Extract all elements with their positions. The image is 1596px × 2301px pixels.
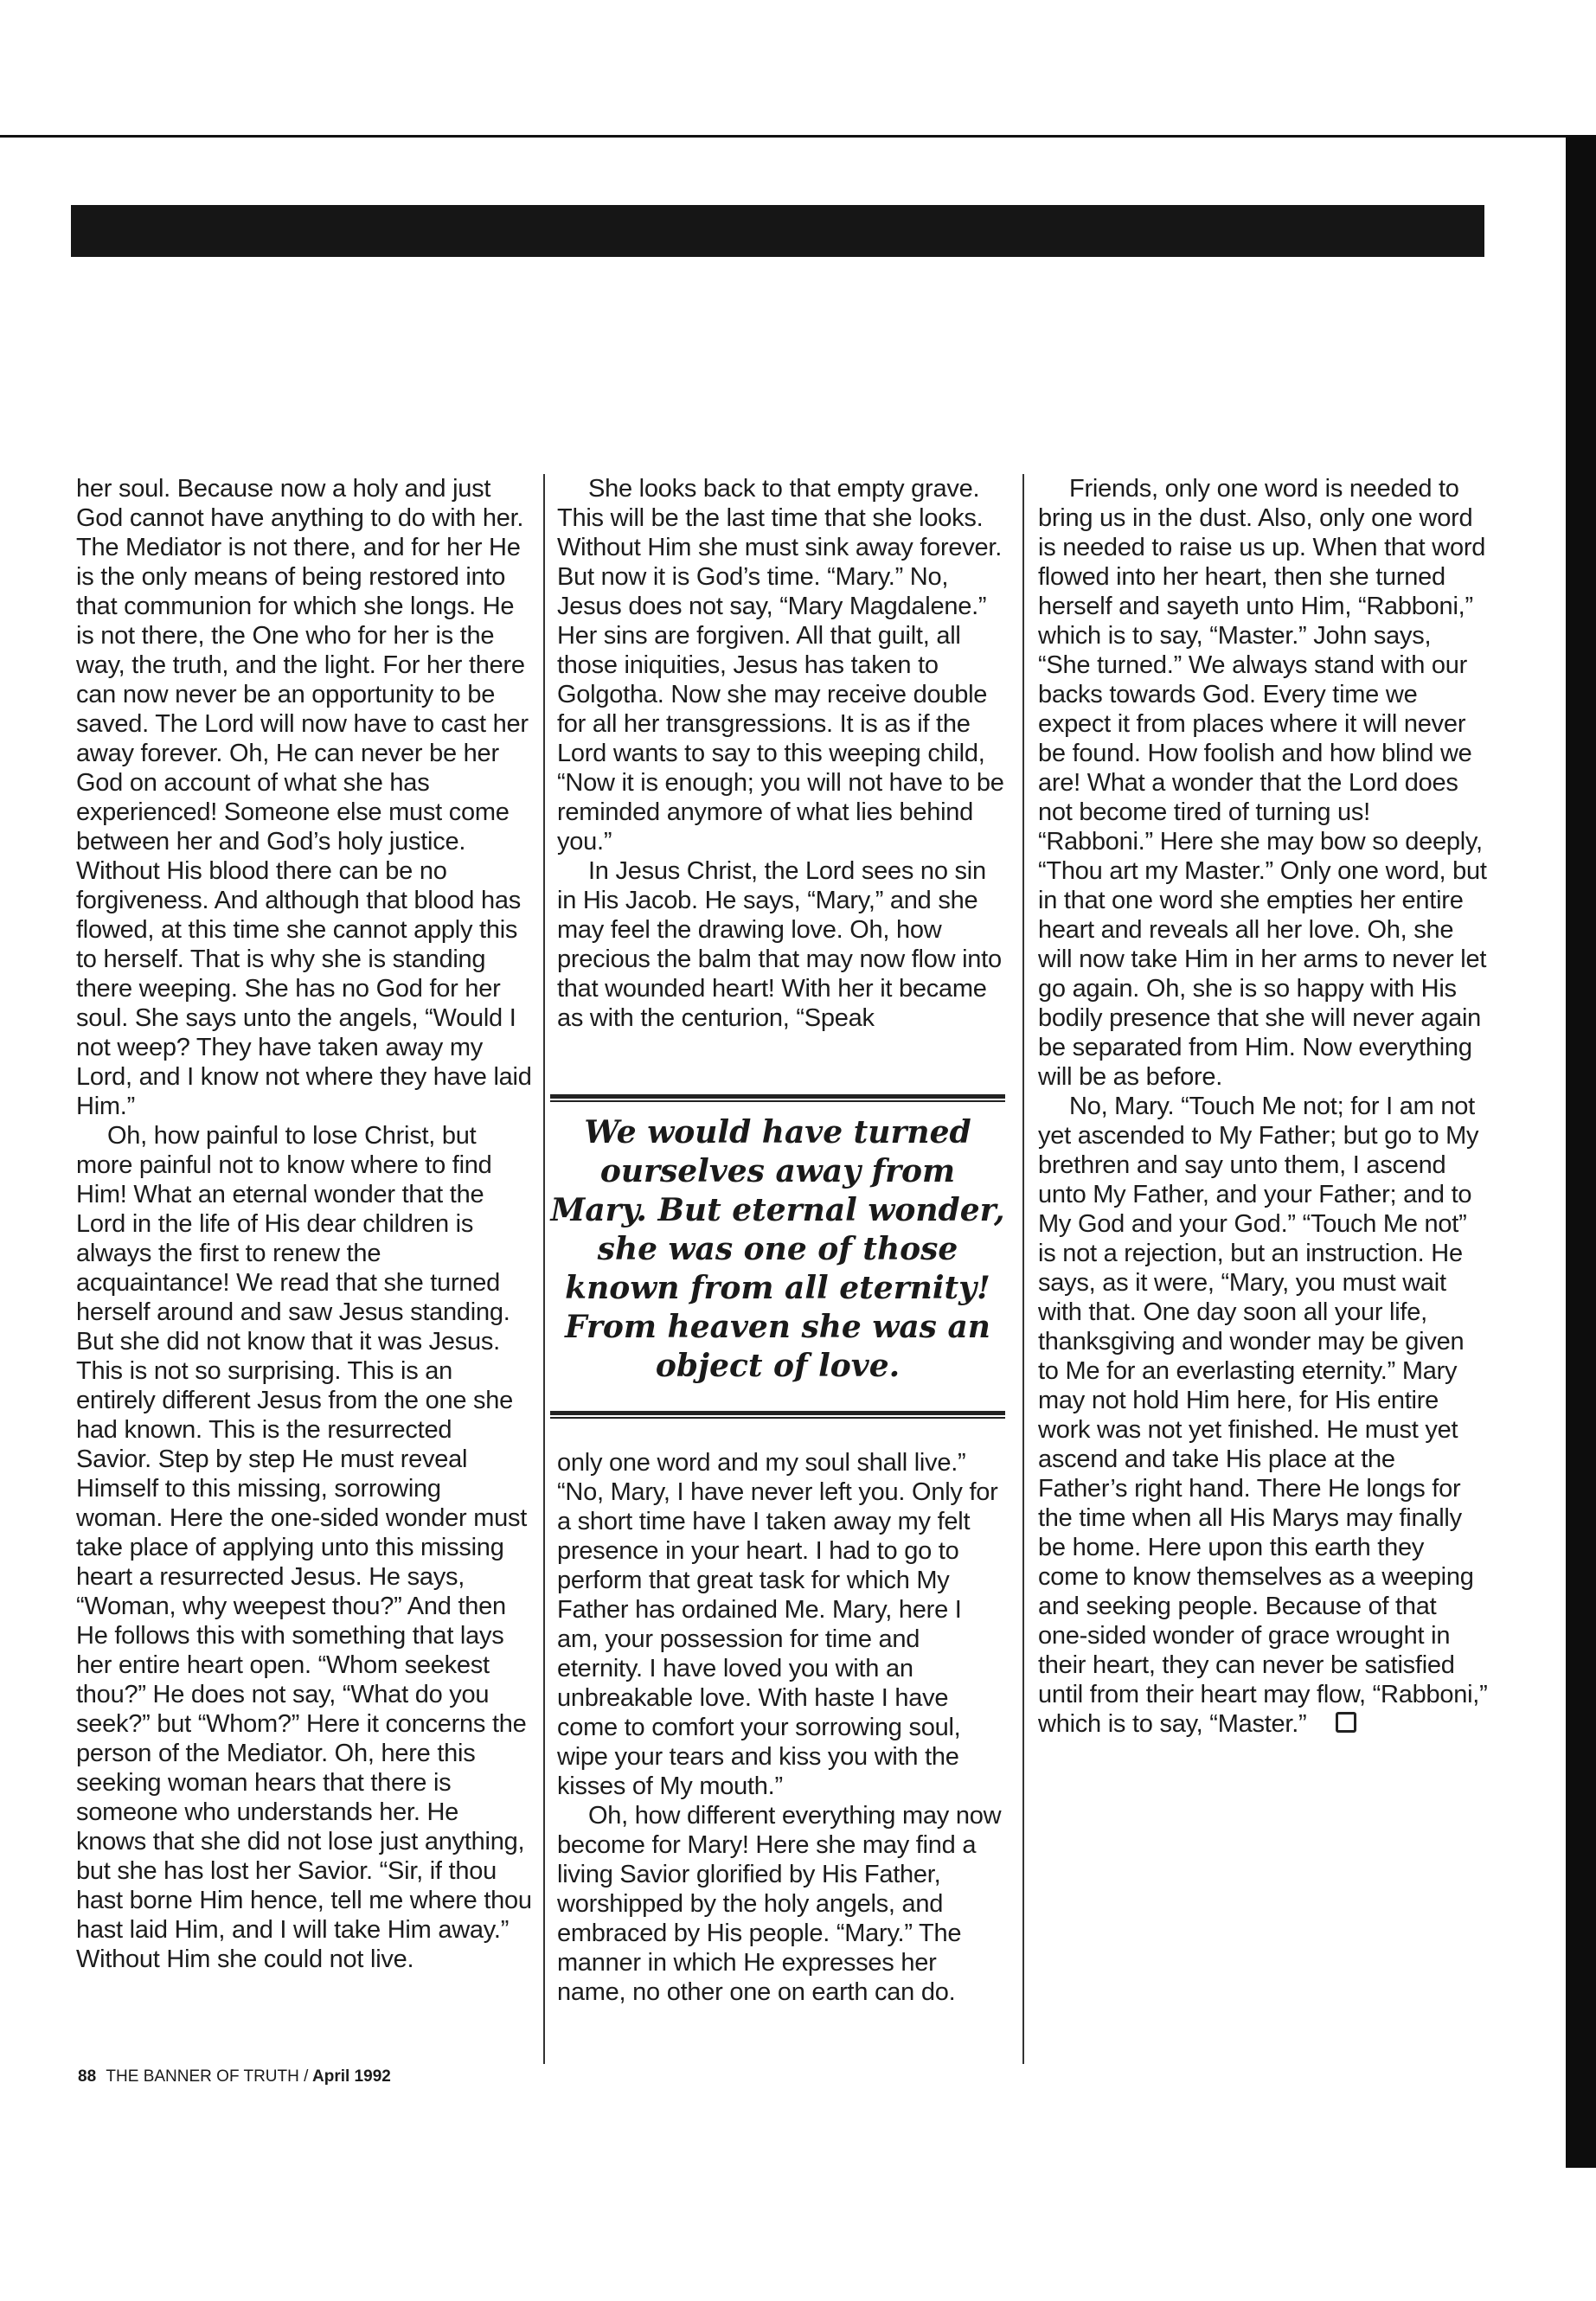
pull-quote-rule-bottom: [550, 1411, 1005, 1419]
end-of-article-icon: [1336, 1712, 1356, 1733]
paragraph: Oh, how painful to lose Christ, but more painful not to know where to find Him! What an eternal wonder that the Lord in the life of His dear children is always the first to renew the acquaintance! We read that she turned herself around and saw Jesus standing. But she did not know that it was Jesus. This is not so surprising. This is an entirely different Jesus from the one she had known. This is the resurrected Savior. Step by step He must reveal Himself to this missing, sorrowing woman. Here the one-sided wonder must take place of applying unto this missing heart a resurrected Jesus. He says, “Woman, why weepest thou?” And then He follows this with something that lays her entire heart open. “Whom seekest thou?” He does not say, “What do you seek?” but “Whom?” Here it concerns the person of the Mediator. Oh, here this seeking woman hears that there is someone who understands her. He knows that she did not lose just anything, but she has lost her Savior. “Sir, if thou hast borne Him hence, tell me where thou hast laid Him, and I will take Him away.” Without Him she could not live.: [76, 1122, 532, 1973]
column-1: [76, 474, 533, 1974]
publication-title: THE BANNER OF TRUTH /: [106, 2067, 309, 2086]
pull-quote-box: [550, 1094, 1005, 1419]
paragraph: She looks back to that empty grave. This will be the last time that she looks. Without Him she must sink away forever. But now it is God’s time. “Mary.” No, Jesus does not say, “Mary Magdalene.” Her sins are forgiven. All that guilt, all those iniquities, Jesus has taken to Golgotha. Now she may receive double for all her transgressions. It is as if the Lord wants to say to this weeping child, “Now it is enough; you will not have to be reminded anymore of what lies behind you.”: [557, 475, 1004, 856]
paragraph: Oh, how different everything may now become for Mary! Here she may find a living Savior glorified by His Father, worshipped by the holy angels, and embraced by His people. “Mary.” The manner in which He expresses her name, no other one on earth can do.: [557, 1802, 1002, 2006]
paragraph: her soul. Because now a holy and just God cannot have anything to do with her. The Mediator is not there, and for her He is the only means of being restored into that communion for which she longs. He is not there, the One who for her is the way, the truth, and the light. For her there can now never be an opportunity to be saved. The Lord will now have to cast her away forever. Oh, He can never be her God on account of what she has experienced! Someone else must come between her and God’s holy justice. Without His blood there can be no forgiveness. And although that blood has flowed, at this time she cannot apply this to herself. That is why she is standing there weeping. She has no God for her soul. She says unto the angels, “Would I not weep? They have taken away my Lord, and I know not where they have laid Him.”: [76, 475, 532, 1120]
column-2-bottom: [557, 1448, 1007, 2007]
issue-date: April 1992: [312, 2067, 391, 2086]
page-footer: [78, 2067, 391, 2086]
header-bar: [71, 205, 1484, 257]
scan-edge-strip: [1566, 135, 1596, 2168]
paragraph: No, Mary. “Touch Me not; for I am not yet ascended to My Father; but go to My brethren and say unto them, I ascend unto My Father, and your Father; and to My God and your God.” “Touch Me not” is not a rejection, but an instruction. He says, as it were, “Mary, you must wait with that. One day soon all your life, thanksgiving and wonder may be given to Me for an everlasting eternity.” Mary may not hold Him here, for His entire work was not yet finished. He must yet ascend and take His place at the Father’s right hand. There He longs for the time when all His Marys may finally be home. Here upon this earth they come to know themselves as a weeping and seeking people. Because of that one-sided wonder of grace wrought in their heart, they can never be satisfied until from their heart may flow, “Rabboni,” which is to say, “Master.”: [1038, 1093, 1488, 1738]
column-2-top: [557, 474, 1007, 1033]
paragraph: Friends, only one word is needed to bring us in the dust. Also, only one word is needed to raise us up. When that word flowed into her heart, then she turned herself and sayeth unto Him, “Rabboni,” which is to say, “Master.” John says, “She turned.” We always stand with our backs towards God. Every time we expect it from places where it will never be found. How foolish and how blind we are! What a wonder that the Lord does not become tired of turning us! “Rabboni.” Here she may bow so deeply, “Thou art my Master.” Only one word, but in that one word she empties her entire heart and reveals all her love. Oh, she will now take Him in her arms to never let go again. Oh, she is so happy with His bodily presence that she will never again be separated from Him. Now everything will be as before.: [1038, 475, 1487, 1091]
pull-quote-rule-top: [550, 1094, 1005, 1102]
page-number: 88: [78, 2067, 97, 2086]
paragraph-with-end-mark: [1038, 1092, 1488, 1739]
pull-quote: We would have turned ourselves away from Mary. But eternal wonder, she was one of those known from all eternity! From heaven she was an object of love.: [550, 1114, 1005, 1384]
top-rule: [0, 135, 1596, 138]
column-3: [1038, 474, 1488, 1739]
paragraph: In Jesus Christ, the Lord sees no sin in His Jacob. He says, “Mary,” and she may feel the drawing love. Oh, how precious the balm that may now flow into that wounded heart! With her it became as with the centurion, “Speak: [557, 857, 1002, 1032]
column-divider: [543, 474, 545, 2064]
paragraph: only one word and my soul shall live.” “No, Mary, I have never left you. Only for a short time have I taken away my felt presence in your heart. I had to go to perform that great task for which My Father has ordained Me. Mary, here I am, your possession for time and eternity. I have loved you with an unbreakable love. With haste I have come to comfort your sorrowing soul, wipe your tears and kiss you with the kisses of My mouth.”: [557, 1449, 998, 1800]
column-divider: [1022, 474, 1024, 2064]
